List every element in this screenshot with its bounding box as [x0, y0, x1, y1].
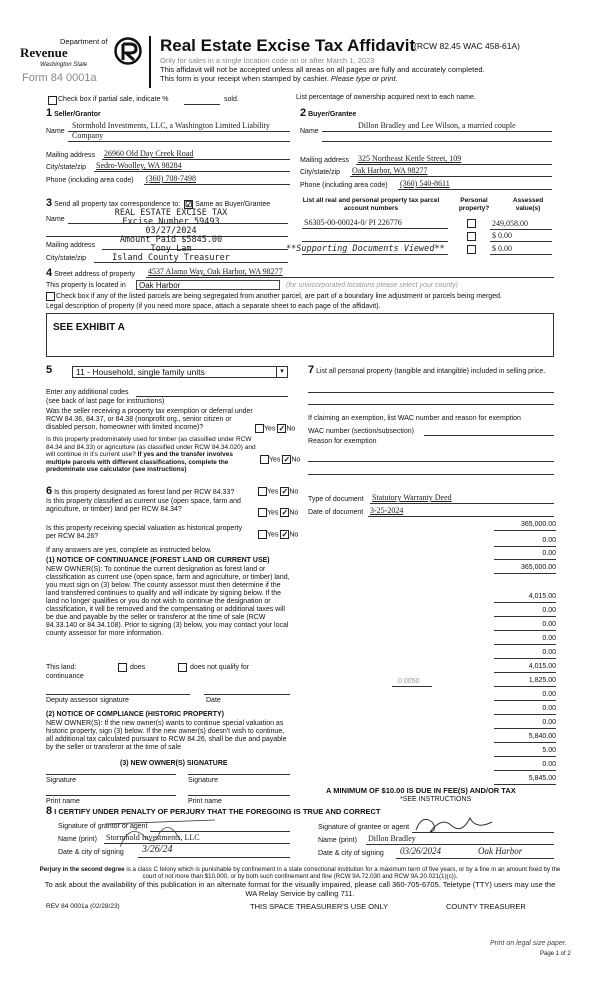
- perjury-note: [38, 866, 562, 880]
- total-state-value[interactable]: 4,015.00: [528, 663, 556, 670]
- section2-title: Buyer/Grantee: [308, 111, 357, 118]
- see-back-label: (see back of last page for instructions): [46, 398, 165, 405]
- dept-line2: Revenue: [20, 45, 68, 60]
- alt-format-note: To ask about the availability of this publication in an alternate format for the visually impaired, please call 360-705-6705. Teletype (TTY) users may use the WA Relay Service by calling 711.: [44, 880, 556, 898]
- stamp-line6: Island County Treasurer: [112, 253, 230, 263]
- form-note2-b: Please type or print.: [330, 74, 398, 83]
- section2-heading: [300, 109, 356, 119]
- new-owner-print-2: Print name: [188, 798, 222, 805]
- street-label: Street address of property: [54, 271, 136, 278]
- dept-line1: Department of: [60, 37, 108, 46]
- assessed-value-3[interactable]: $ 0.00: [492, 244, 512, 253]
- historical-yes-checkbox[interactable]: [258, 530, 267, 539]
- segregated-checkbox[interactable]: [46, 292, 55, 301]
- agri-value[interactable]: 0.00: [542, 649, 556, 656]
- timber-question-1: Is this property predominately used for timber (as classified under RCW 84.34 and 84.33) or agriculture (as classified under RCW 84.34.020) and will continue in it's current use?: [46, 436, 256, 458]
- parcel-personal-header: Personal property?: [458, 197, 490, 212]
- section1-heading: [46, 109, 101, 119]
- seller-mail-label: Mailing address: [46, 152, 96, 159]
- does-not-checkbox[interactable]: [178, 663, 187, 672]
- timber-no-label: No: [291, 456, 301, 464]
- total-due-value[interactable]: 5,845.00: [528, 775, 556, 782]
- section4-street: [46, 269, 135, 279]
- use-code-dropdown-icon[interactable]: ▾: [276, 367, 287, 377]
- grantee-sig-label: Signature of grantee or agent: [318, 824, 410, 831]
- current-use-no-checkbox[interactable]: ✓: [281, 508, 289, 517]
- forest-no-checkbox[interactable]: ✓: [281, 487, 289, 496]
- exemption-no-label: No: [286, 425, 296, 433]
- buyer-city[interactable]: Oak Harbor, WA 98277: [352, 166, 428, 175]
- form-title: Real Estate Excise Tax Affidavit: [160, 36, 416, 55]
- deputy-sig-label: Deputy assessor signature: [46, 697, 129, 704]
- proc-fee-value[interactable]: 0.00: [542, 761, 556, 768]
- treasurer-use-only: THIS SPACE TREASURER'S USE ONLY: [250, 902, 389, 911]
- timber-no-checkbox[interactable]: ✓: [283, 455, 291, 464]
- deputy-date-label: Date: [206, 697, 221, 704]
- timber-yes-label: Yes: [269, 456, 281, 464]
- form-note2-a: This form is your receipt when stamped by cashier.: [160, 74, 329, 83]
- grantor-name-label: Name (print): [58, 836, 97, 843]
- seller-phone[interactable]: (360) 708-7498: [146, 174, 196, 183]
- property-street[interactable]: 4537 Alamo Way, Oak Harbor, WA 98277: [148, 267, 283, 276]
- section4-number: 4: [46, 267, 53, 279]
- does-label: does: [130, 664, 146, 671]
- section2-number: 2: [300, 107, 307, 119]
- parcel-number-1[interactable]: S6305-00-00024-0/ PI 226776: [304, 218, 402, 227]
- form-id: Form 84 0001a: [22, 72, 97, 84]
- historical-no-label: No: [289, 531, 299, 539]
- historical-yes-no: [258, 530, 298, 539]
- seller-name-label: Name: [46, 128, 65, 135]
- form-statute: (RCW 82.45 WAC 458-61A): [414, 41, 520, 51]
- grantor-date[interactable]: 3/26/24: [142, 844, 173, 855]
- minimum-note: A MINIMUM OF $10.00 IS DUE IN FEE(S) AND/OR TAX: [326, 786, 516, 795]
- assessed-value-1[interactable]: 249,058.00: [492, 219, 528, 228]
- current-use-question: Is this property classified as current use (open space, farm and agriculture, or timber) land per RCW 84.34?: [46, 498, 241, 513]
- buyer-mail-label: Mailing address: [300, 157, 350, 164]
- doc-date[interactable]: 3-25-2024: [370, 506, 404, 515]
- partial-sale-checkbox[interactable]: [48, 96, 57, 105]
- use-code-select[interactable]: [72, 366, 288, 378]
- grantor-date-label: Date & city of signing: [58, 849, 124, 856]
- subtotal-value[interactable]: 5,840.00: [528, 733, 556, 740]
- exemption-yes-checkbox[interactable]: [255, 424, 264, 433]
- exemption-no-checkbox[interactable]: ✓: [278, 424, 286, 433]
- use-code-value: 11 - Household, single family units: [76, 367, 205, 377]
- grantee-city[interactable]: Oak Harbor: [478, 846, 523, 856]
- exemption-yes-label: Yes: [264, 425, 276, 433]
- stamp-line2: Excise Number 59493: [122, 217, 220, 227]
- historical-question: Is this property receiving special valuation as historical property per RCW 84.26?: [46, 525, 243, 540]
- parcel-list-header: List all real and personal property tax parcel account numbers: [302, 197, 440, 212]
- section7-personal: [308, 366, 554, 376]
- tier1-value[interactable]: 4,015.00: [528, 593, 556, 600]
- seller-city[interactable]: Sedro-Woolley, WA 98284: [96, 161, 182, 170]
- dor-logo: [20, 36, 142, 86]
- supporting-docs-stamp: **Supporting Documents Viewed**: [286, 244, 445, 254]
- does-checkbox[interactable]: [118, 663, 127, 672]
- partial-sold-label: sold.: [224, 96, 239, 103]
- delinq-local-value[interactable]: 0.00: [542, 705, 556, 712]
- forest-question: Is this property designated as forest land per RCW 84.33?: [54, 489, 235, 496]
- grantee-name[interactable]: Dillon Bradley: [368, 834, 416, 843]
- notice1-body: NEW OWNER(S): To continue the current designation as forest land or classification as current use (open space, farm and agriculture, or timber) land, you must sign on (3) below. The county assessor must then determine if the land transferred continues to qualify and will indicate by signing below. If the land no longer qualifies or you do not wish to continue the designation or classification, it will be removed and the compensating or additional taxes will be due and payable by the seller or transferor at the time of sale (RCW 84.33.140 or 84.34.108). Prior to signing (3) below, you may contact your local county assessor for more information.: [46, 566, 290, 637]
- form-note2: [160, 75, 398, 83]
- form-subtitle: Only for sales in a single location code on or after March 1, 2023: [160, 56, 375, 65]
- additional-codes-label: Enter any additional codes: [46, 389, 129, 396]
- corr-mail-label: Mailing address: [46, 242, 96, 249]
- personal-property-label: List all personal property (tangible and intangible) included in selling price.: [316, 368, 546, 375]
- dor-emblem-icon: [114, 36, 142, 66]
- notice2-title: (2) NOTICE OF COMPLIANCE (HISTORIC PROPERTY): [46, 711, 224, 718]
- section3-number: 3: [46, 197, 53, 209]
- legal-paper-note: Print on legal size paper.: [490, 940, 567, 947]
- current-use-no-label: No: [289, 509, 299, 517]
- located-label: This property is located in: [46, 282, 126, 289]
- partial-percent-field[interactable]: [184, 104, 220, 105]
- personal-property-checkbox-2[interactable]: [467, 232, 476, 241]
- seller-city-label: City/state/zip: [46, 164, 87, 171]
- section7-number: 7: [308, 364, 315, 376]
- see-instructions: *SEE INSTRUCTIONS: [400, 796, 472, 803]
- doc-type[interactable]: Statutory Warranty Deed: [372, 493, 452, 502]
- seller-mail[interactable]: 26960 Old Day Creek Road: [104, 149, 194, 158]
- perjury-note-text: is a class C felony which is punishable by confinement in a state correctional institution for a maximum term of five years, or by a fine in an amount fixed by the court of not more than $10,000, or by both such confinement and fine (RCW 9A.72.030 and RCW 9A.20.021(1)(c)).: [124, 866, 561, 880]
- corr-city-label: City/state/zip: [46, 255, 87, 262]
- page-number: Page 1 of 2: [540, 951, 571, 957]
- forest-yes-no: [258, 487, 298, 496]
- section1-title: Seller/Grantor: [54, 111, 101, 118]
- new-owner-print-1: Print name: [46, 798, 80, 805]
- new-owner-sig-title: (3) NEW OWNER(S) SIGNATURE: [120, 760, 228, 767]
- timber-yes-checkbox[interactable]: [260, 455, 269, 464]
- tech-fee-value[interactable]: 5.00: [542, 747, 556, 754]
- continuance-label: continuance: [46, 673, 84, 680]
- certify-text: I CERTIFY UNDER PENALTY OF PERJURY THAT THE FOREGOING IS TRUE AND CORRECT: [54, 807, 381, 816]
- seller-name-line1[interactable]: Stormhold Investments, LLC, a Washington Limited Liability: [72, 121, 270, 130]
- section6-forest: [46, 487, 234, 497]
- location-value: Oak Harbor: [139, 281, 181, 290]
- forest-yes-checkbox[interactable]: [258, 487, 267, 496]
- taxable-value[interactable]: 365,000.00: [520, 564, 556, 571]
- timber-question-2: If yes and the transfer involves multiple parcels with different classifications, complete the predominate use calculator (see instructions): [46, 451, 233, 473]
- reason-label: Reason for exemption: [308, 438, 377, 445]
- grantor-name[interactable]: Stormhold Investments, LLC: [106, 833, 200, 842]
- tier2-value[interactable]: 0.00: [542, 607, 556, 614]
- section8-number: 8: [46, 805, 53, 817]
- wac-label: WAC number (section/subsection): [308, 428, 414, 435]
- local-value[interactable]: 1,825.00: [528, 677, 556, 684]
- stamp-line3: 03/27/2024: [145, 226, 197, 236]
- stamp-line1: REAL ESTATE EXCISE TAX: [114, 208, 228, 218]
- section6-number: 6: [46, 485, 53, 497]
- same-as-buyer-checkbox[interactable]: ☑: [185, 199, 193, 209]
- personal-property-checkbox-1[interactable]: [467, 219, 476, 228]
- section5-number: 5: [46, 364, 53, 376]
- buyer-phone[interactable]: (360) 540-8611: [400, 179, 450, 188]
- stamp-line5: Tony Lam: [150, 244, 192, 254]
- buyer-mail[interactable]: 325 Northeast Kettle Street, 109: [358, 154, 462, 163]
- corr-name-label: Name: [46, 216, 65, 223]
- assessed-value-2[interactable]: $ 0.00: [492, 231, 512, 240]
- section1-number: 1: [46, 107, 53, 119]
- forest-no-label: No: [289, 488, 299, 496]
- grantor-sig-label: Signature of grantor or agent: [58, 823, 148, 830]
- partial-sale-label: Check box if partial sale, indicate %: [58, 96, 169, 103]
- current-use-yes-label: Yes: [267, 509, 279, 517]
- grantee-date-label: Date & city of signing: [318, 850, 384, 857]
- tier3-value[interactable]: 0.00: [542, 621, 556, 628]
- new-owner-signature-2: Signature: [188, 777, 218, 784]
- legal-desc-label: Legal description of property (if you need more space, attach a separate sheet to each page of the affidavit).: [46, 303, 381, 310]
- section3-title: Send all property tax correspondence to:: [54, 201, 181, 208]
- personal-property-checkbox-3[interactable]: [467, 245, 476, 254]
- parcel-assessed-header: Assessed value(s): [512, 197, 544, 212]
- notice2-body: NEW OWNER(S): If the new owner(s) wants to continue special valuation as historic property, sign (3) below. If the new owner(s) doesn't wish to continue, all additional tax calculated pursuant to RCW 84.26, shall be due and payable by the seller or transferor at the time of sale: [46, 720, 287, 751]
- gross-value[interactable]: 365,000.00: [520, 521, 556, 528]
- location-select[interactable]: [136, 280, 280, 290]
- delinq-state-value[interactable]: 0.00: [542, 691, 556, 698]
- dept-line3: Washington State: [40, 62, 88, 68]
- segregated-label: Check box if any of the listed parcels are being segregated from another parcel, are part of a boundary line adjustment or parcels being merged.: [56, 293, 502, 300]
- buyer-city-label: City/state/zip: [300, 169, 341, 176]
- current-use-yes-checkbox[interactable]: [258, 508, 267, 517]
- county-treasurer: COUNTY TREASURER: [446, 902, 526, 911]
- notice1-title: (1) NOTICE OF CONTINUANCE (FOREST LAND OR CURRENT USE): [46, 557, 270, 564]
- forest-yes-label: Yes: [267, 488, 279, 496]
- exemption-yes-no: [255, 424, 295, 433]
- timber-question: [46, 436, 256, 474]
- legal-description: SEE EXHIBIT A: [53, 322, 125, 333]
- header-divider: [149, 36, 151, 88]
- grantee-date[interactable]: 03/26/2024: [400, 846, 442, 856]
- buyer-phone-label: Phone (including area code): [300, 182, 388, 189]
- grantee-name-label: Name (print): [318, 837, 357, 844]
- doc-type-label: Type of document: [308, 496, 364, 503]
- ownership-note: List percentage of ownership acquired next to each name.: [296, 94, 476, 101]
- timber-yes-no: [260, 455, 300, 464]
- buyer-name[interactable]: Dillon Bradley and Lee Wilson, a married couple: [358, 121, 516, 130]
- exemption-question: Was the seller receiving a property tax exemption or deferral under RCW 84.36, 84.37, or 84.38 (nonprofit org., senior citizen or disabled person, homeowner with limited income)?: [46, 408, 253, 431]
- treasurer-stamp: [96, 209, 246, 263]
- new-owner-signature-1: Signature: [46, 777, 76, 784]
- exemption-claimed-value[interactable]: 0.00: [542, 550, 556, 557]
- tier4-value[interactable]: 0.00: [542, 635, 556, 642]
- claiming-exemption-label: If claiming an exemption, list WAC number and reason for exemption: [308, 415, 521, 422]
- located-hint: (for unincorporated locations please select your county): [286, 282, 458, 289]
- seller-phone-label: Phone (including area code): [46, 177, 134, 184]
- legal-description-box[interactable]: [46, 313, 554, 357]
- current-use-yes-no: [258, 508, 298, 517]
- buyer-name-label: Name: [300, 128, 319, 135]
- this-land-label: This land:: [46, 664, 77, 671]
- penalty-value[interactable]: 0.00: [542, 719, 556, 726]
- same-as-buyer-label: Same as Buyer/Grantee: [195, 201, 271, 208]
- personal-value[interactable]: 0.00: [542, 537, 556, 544]
- historical-no-checkbox[interactable]: ✓: [281, 530, 289, 539]
- if-yes-note: If any answers are yes, complete as instructed below.: [46, 547, 212, 554]
- rev-number: REV 84 0001a (02/28/23): [46, 903, 120, 910]
- perjury-note-bold: Perjury in the second degree: [39, 866, 125, 873]
- stamp-line4: Amount Paid $5845.00: [119, 235, 223, 245]
- form-note1: This affidavit will not be accepted unless all areas on all pages are fully and accurately completed.: [160, 65, 485, 74]
- doc-date-label: Date of document: [308, 509, 364, 516]
- historical-yes-label: Yes: [267, 531, 279, 539]
- does-not-label: does not qualify for: [190, 664, 250, 671]
- seller-name-line2[interactable]: Company: [72, 131, 104, 140]
- local-rate[interactable]: 0.0050: [398, 678, 420, 685]
